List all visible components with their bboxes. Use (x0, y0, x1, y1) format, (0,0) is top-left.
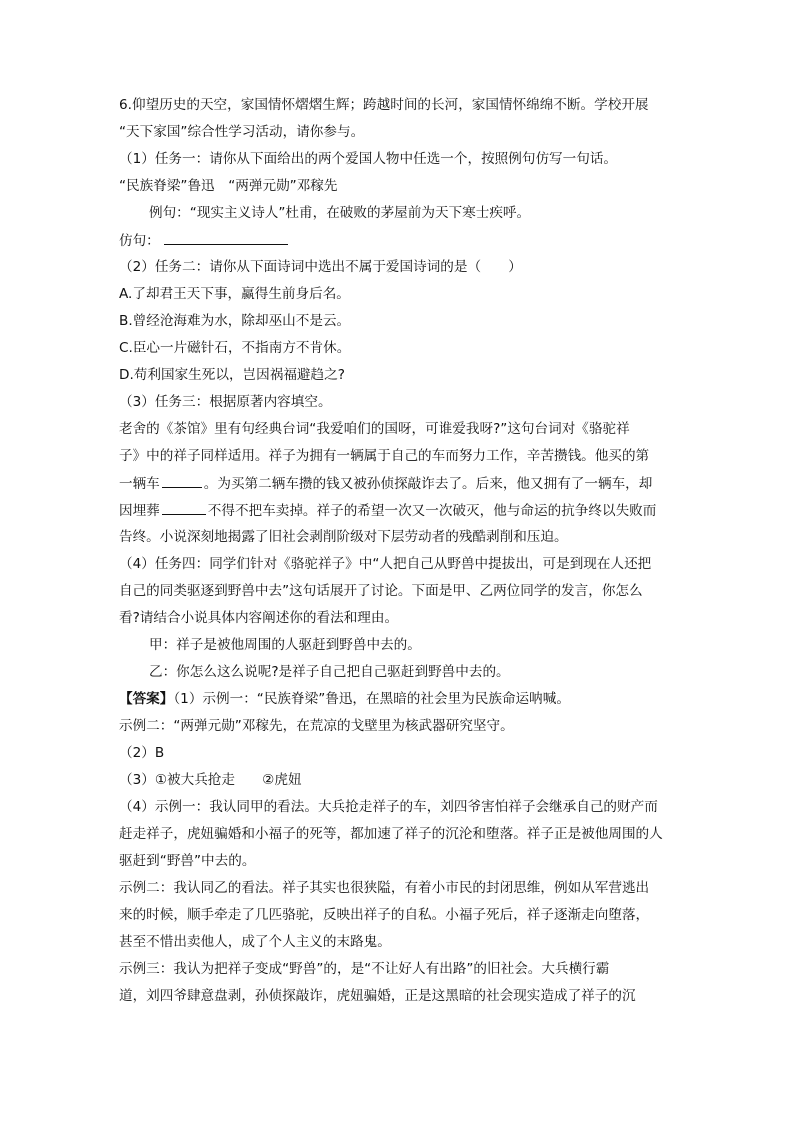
task3-prompt: （3）任务三：根据原著内容填空。 (119, 394, 332, 410)
option-a: A.了却君王天下事，赢得生前身后名。 (119, 286, 350, 302)
answer-1-line-2: 示例二：“两弹元勋”邓稼先，在荒凉的戈壁里为核武器研究坚守。 (119, 718, 514, 734)
option-b: B.曾经沧海难为水，除却巫山不是云。 (119, 313, 351, 329)
task1-imitate-line (119, 230, 288, 251)
answer-4-line-7: 示例三：我认为把祥子变成“野兽”的，是“不让好人有出路”的旧社会。大兵横行霸 (119, 961, 610, 977)
task1-prompt: （1）任务一：请你从下面给出的两个爱国人物中任选一个，按照例句仿写一句话。 (119, 151, 618, 167)
answer-4-line-2: 赶走祥子，虎妞骗婚和小福子的死等，都加速了祥子的沉沦和堕落。祥子正是被他周围的人 (119, 826, 663, 842)
answer-4-line-3: 驱赶到“野兽”中去的。 (119, 853, 256, 869)
task4-line-3: 看?请结合小说具体内容阐述你的看法和理由。 (119, 610, 399, 626)
task3-text-fragment: 。为买第二辆车攒的钱又被孙侦探敲诈去了。后来，他又拥有了一辆车，却 (203, 476, 653, 492)
task1-example: 例句：“现实主义诗人”杜甫，在破败的茅屋前为天下寒士疾呼。 (149, 205, 531, 221)
task3-text-fragment: 一辆车 (119, 476, 160, 492)
task3-text-line-5: 告终。小说深刻地揭露了旧社会剥削阶级对下层劳动者的残酷剥削和压迫。 (119, 529, 568, 545)
task3-text-line-1: 老舍的《茶馆》里有句经典台词“我爱咱们的国呀，可谁爱我呀?”这句台词对《骆驼祥 (119, 421, 630, 437)
imitate-label: 仿句： (119, 233, 160, 249)
answer-1-line-1 (119, 689, 570, 709)
option-c: C.臣心一片磁针石，不指南方不肯休。 (119, 340, 351, 356)
answer-blank (164, 230, 288, 245)
task3-text-line-2: 子》中的祥子同样适用。祥子为拥有一辆属于自己的车而努力工作，辛苦攒钱。他买的第 (119, 448, 650, 464)
answer-label: 【答案】 (119, 691, 174, 707)
answer-4-line-6: 甚至不惜出卖他人，成了个人主义的末路鬼。 (119, 934, 391, 950)
task4-line-2: 自己的同类驱逐到野兽中去”这句话展开了讨论。下面是甲、乙两位同学的发言，你怎么 (119, 583, 643, 599)
answer-4-line-8: 道，刘四爷肆意盘剥，孙侦探敲诈，虎妞骗婚，正是这黑暗的社会现实造成了祥子的沉 (119, 988, 636, 1004)
student-jia-statement: 甲：祥子是被他周围的人驱赶到野兽中去的。 (149, 637, 421, 653)
answer-3: （3）①被大兵抢走 ②虎妞 (119, 772, 302, 788)
answer-2: （2）B (119, 745, 165, 761)
answer-text: （1）示例一：“民族脊梁”鲁迅，在黑暗的社会里为民族命运呐喊。 (173, 691, 570, 707)
question-stem-line-2: “天下家国”综合性学习活动，请你参与。 (119, 124, 365, 140)
student-yi-statement: 乙：你怎么这么说呢?是祥子自己把自己驱赶到野兽中去的。 (149, 664, 510, 680)
question-stem-line-1: 6.仰望历史的天空，家国情怀熠熠生辉；跨越时间的长河，家国情怀绵绵不断。学校开展 (119, 97, 649, 113)
task3-text-fragment: 不得不把车卖掉。祥子的希望一次又一次破灭，他与命运的抗争终以失败而 (207, 503, 657, 519)
answer-4-line-5: 来的时候，顺手牵走了几匹骆驼，反映出祥子的自私。小福子死后，祥子逐渐走向堕落， (119, 907, 650, 923)
task3-text-line-3 (119, 473, 652, 494)
fill-blank-2 (162, 500, 206, 515)
option-d: D.苟利国家生死以，岂因祸福避趋之? (119, 367, 345, 383)
fill-blank-1 (162, 473, 202, 488)
task4-line-1: （4）任务四：同学们针对《骆驼祥子》中“人把自己从野兽中提拔出，可是到现在人还把 (119, 556, 652, 572)
task3-text-fragment: 因埋葬 (119, 503, 160, 519)
task2-prompt: （2）任务二：请你从下面诗词中选出不属于爱国诗词的是（ ） (119, 259, 522, 275)
task1-people: “民族脊梁”鲁迅 “两弹元勋”邓稼先 (119, 178, 338, 194)
answer-4-line-1: （4）示例一：我认同甲的看法。大兵抢走祥子的车，刘四爷害怕祥子会继承自己的财产而 (119, 799, 658, 815)
answer-4-line-4: 示例二：我认同乙的看法。祥子其实也很狭隘，有着小市民的封闭思维，例如从军营逃出 (119, 880, 650, 896)
task3-text-line-4 (119, 500, 656, 521)
